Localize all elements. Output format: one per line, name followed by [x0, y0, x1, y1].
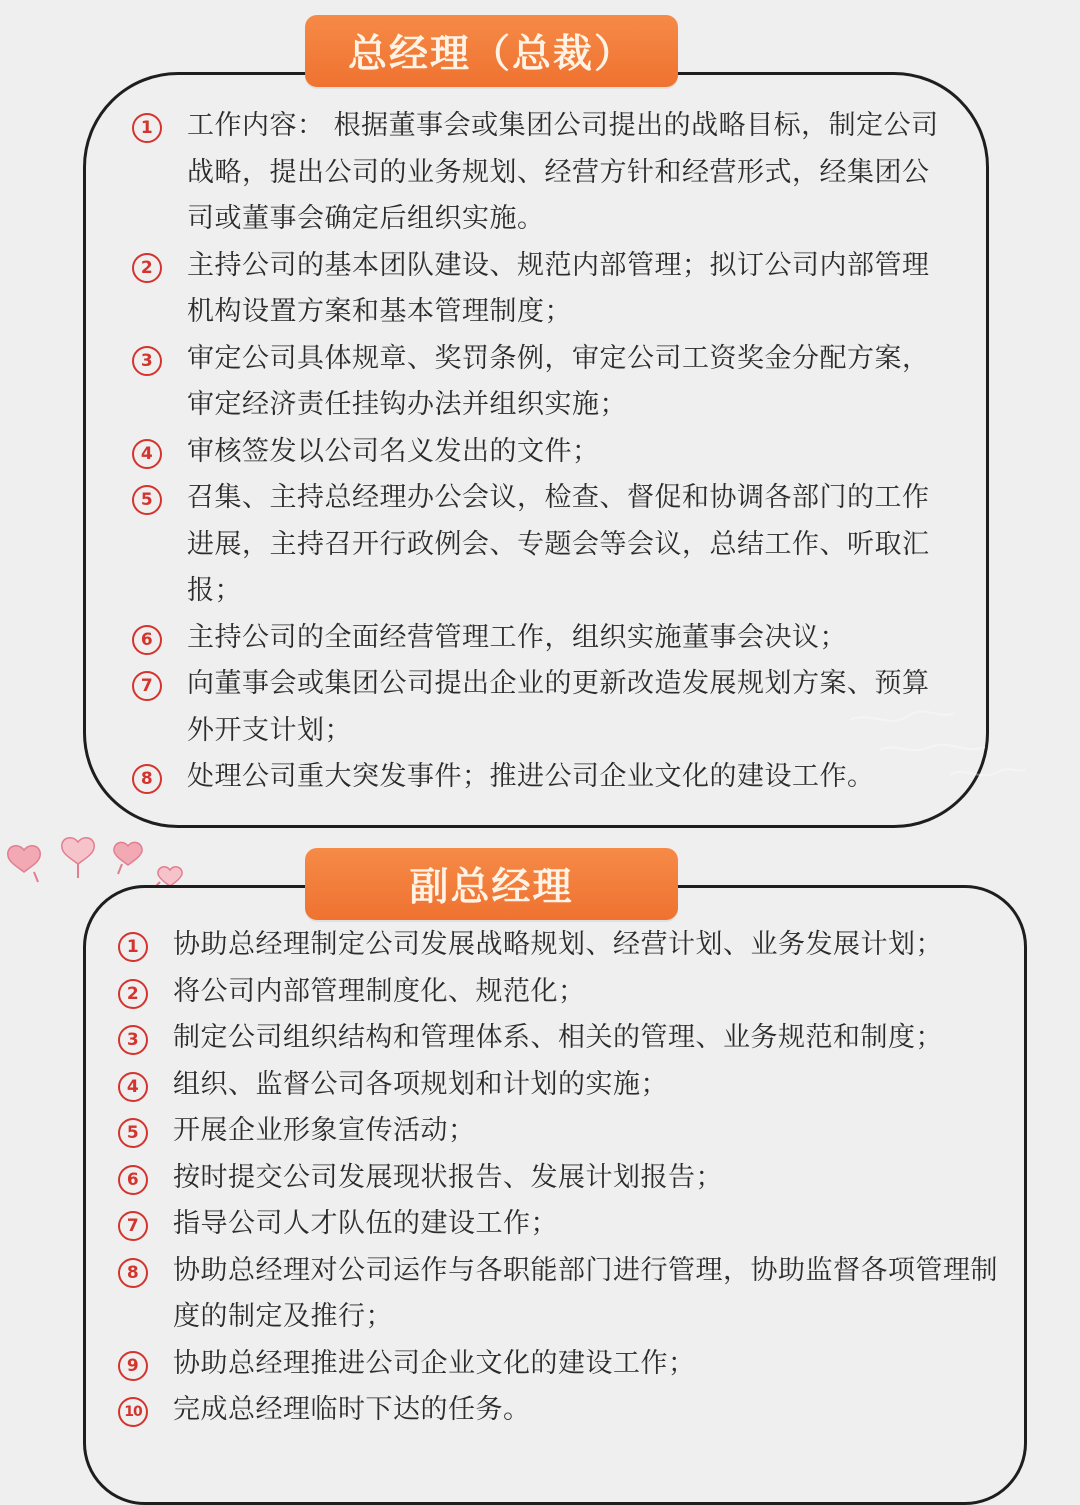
circled-number-badge: 6: [118, 1165, 148, 1195]
duty-text: 协助总经理制定公司发展战略规划、经营计划、业务发展计划；: [173, 929, 943, 960]
list-item: [132, 103, 950, 243]
duty-text: 工作内容： 根据董事会或集团公司提出的战略目标，制定公司战略，提出公司的业务规划、经营方针和经营形式，经集团公司或董事会确定后组织实施。: [187, 110, 939, 234]
list-item: [118, 922, 998, 969]
list-item: [118, 1108, 998, 1155]
handwritten-watermark-icon: [840, 690, 1040, 810]
circled-number-badge: 3: [132, 346, 162, 376]
circled-number-badge: 5: [132, 485, 162, 515]
list-item: [132, 336, 950, 429]
list-item: [132, 754, 950, 801]
general-manager-duties-list: [132, 103, 950, 801]
duty-text: 按时提交公司发展现状报告、发展计划报告；: [173, 1161, 723, 1193]
circled-number-badge: 1: [118, 932, 148, 962]
duty-text: 指导公司人才队伍的建设工作；: [173, 1208, 558, 1239]
duty-text: 开展企业形象宣传活动；: [173, 1115, 476, 1146]
list-item: [118, 1155, 998, 1202]
duty-text: 组织、监督公司各项规划和计划的实施；: [173, 1068, 668, 1100]
list-item: [118, 1201, 998, 1248]
circled-number-badge: 5: [118, 1118, 148, 1148]
circled-number-badge: 3: [118, 1025, 148, 1055]
list-item: [118, 1248, 998, 1341]
deputy-general-manager-title: 副总经理: [305, 848, 678, 920]
list-item: [118, 1015, 998, 1062]
list-item: [118, 1387, 998, 1434]
duty-text: 审核签发以公司名义发出的文件；: [187, 435, 600, 467]
circled-number-badge: 8: [132, 764, 162, 794]
circled-number-badge: 1: [132, 113, 162, 143]
duty-text: 处理公司重大突发事件；推进公司企业文化的建设工作。: [187, 761, 875, 792]
list-item: [132, 429, 950, 476]
duty-text: 审定公司具体规章、奖罚条例，审定公司工资奖金分配方案，审定经济责任挂钩办法并组织实施；: [187, 342, 930, 420]
duty-text: 协助总经理对公司运作与各职能部门进行管理，协助监督各项管理制度的制定及推行；: [173, 1254, 998, 1332]
duty-text: 协助总经理推进公司企业文化的建设工作；: [173, 1347, 696, 1379]
deputy-general-manager-duties-list: [118, 922, 998, 1434]
general-manager-title: 总经理（总裁）: [305, 15, 678, 87]
circled-number-badge: 7: [132, 671, 162, 701]
circled-number-badge: 2: [118, 979, 148, 1009]
circled-number-badge: 10: [118, 1397, 148, 1427]
list-item: [132, 661, 950, 754]
list-item: [132, 615, 950, 662]
list-item: [118, 969, 998, 1016]
circled-number-badge: 4: [132, 439, 162, 469]
list-item: [132, 475, 950, 615]
list-item: [118, 1062, 998, 1109]
duty-text: 制定公司组织结构和管理体系、相关的管理、业务规范和制度；: [173, 1022, 943, 1053]
duty-text: 召集、主持总经理办公会议，检查、督促和协调各部门的工作进展，主持召开行政例会、专题会等会议，总结工作、听取汇报；: [187, 482, 930, 606]
list-item: [132, 243, 950, 336]
list-item: [118, 1341, 998, 1388]
duty-text: 向董事会或集团公司提出企业的更新改造发展规划方案、预算外开支计划；: [187, 668, 930, 746]
duty-text: 将公司内部管理制度化、规范化；: [173, 975, 586, 1007]
circled-number-badge: 2: [132, 253, 162, 283]
duty-text: 完成总经理临时下达的任务。: [173, 1394, 531, 1425]
circled-number-badge: 4: [118, 1072, 148, 1102]
circled-number-badge: 8: [118, 1258, 148, 1288]
circled-number-badge: 6: [132, 625, 162, 655]
circled-number-badge: 7: [118, 1211, 148, 1241]
duty-text: 主持公司的基本团队建设、规范内部管理；拟订公司内部管理机构设置方案和基本管理制度；: [187, 249, 930, 327]
duty-text: 主持公司的全面经营管理工作，组织实施董事会决议；: [187, 621, 847, 653]
circled-number-badge: 9: [118, 1351, 148, 1381]
